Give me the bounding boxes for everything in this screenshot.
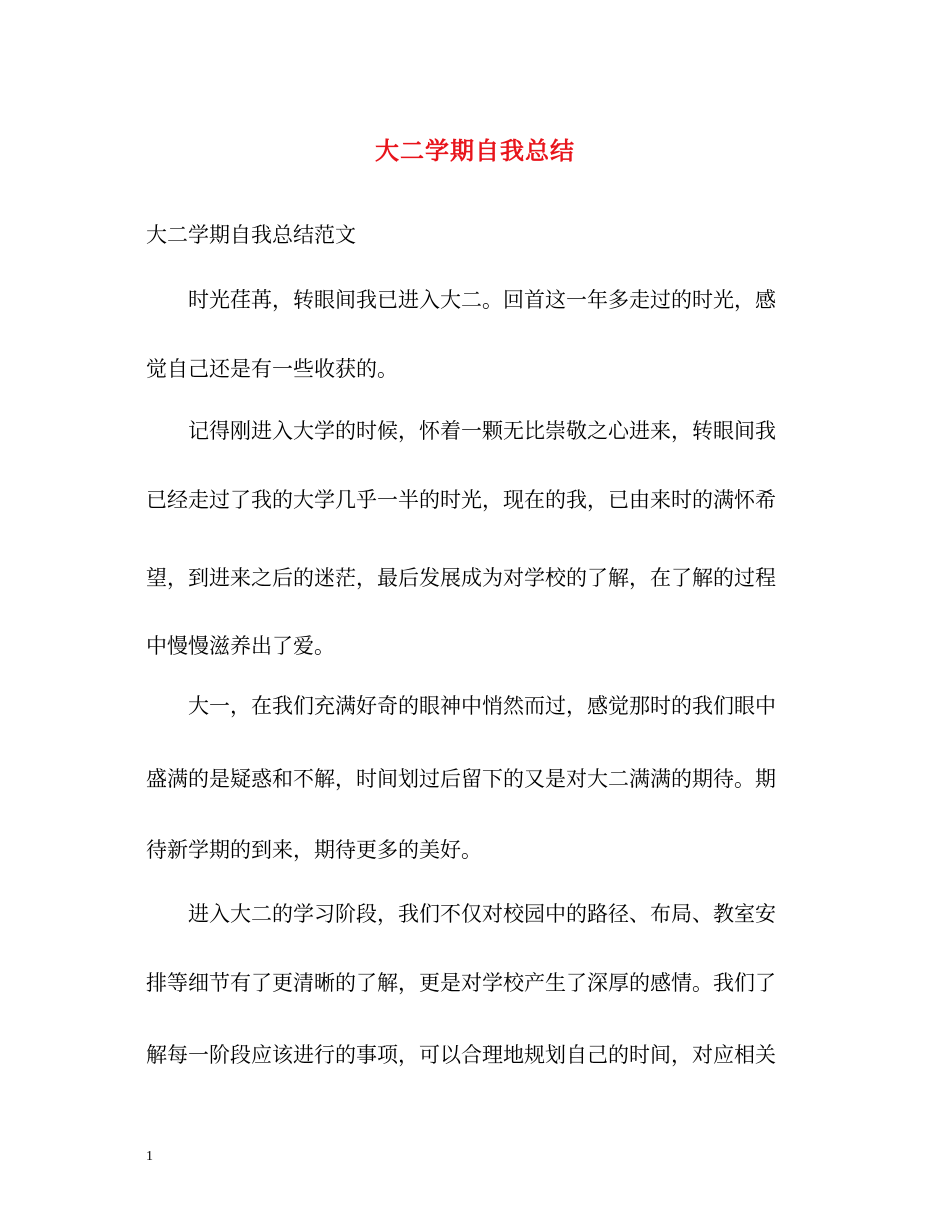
paragraph-line: 待新学期的到来，期待更多的美好。: [146, 838, 482, 862]
paragraph-line: 记得刚进入大学的时候，怀着一颗无比崇敬之心进来，转眼间我: [188, 419, 776, 443]
paragraph-line: 已经走过了我的大学几乎一半的时光，现在的我，已由来时的满怀希: [146, 488, 776, 512]
page-number: 1: [146, 1149, 153, 1164]
paragraph-line: 排等细节有了更清晰的了解，更是对学校产生了深厚的感情。我们了: [146, 971, 776, 995]
paragraph-line: 时光荏苒，转眼间我已进入大二。回首这一年多走过的时光，感: [188, 288, 776, 312]
paragraph-line: 进入大二的学习阶段，我们不仅对校园中的路径、布局、教室安: [188, 902, 776, 926]
paragraph-line: 中慢慢滋养出了爱。: [146, 634, 335, 658]
document-subtitle: 大二学期自我总结范文: [146, 223, 356, 247]
paragraph-line: 盛满的是疑惑和不解，时间划过后留下的又是对大二满满的期待。期: [146, 767, 776, 791]
paragraph-line: 望，到进来之后的迷茫，最后发展成为对学校的了解，在了解的过程: [146, 566, 776, 590]
paragraph-line: 大一，在我们充满好奇的眼神中悄然而过，感觉那时的我们眼中: [188, 694, 776, 718]
paragraph-line: 解每一阶段应该进行的事项，可以合理地规划自己的时间，对应相关: [146, 1043, 776, 1067]
document-title: 大二学期自我总结: [375, 136, 575, 165]
paragraph-line: 觉自己还是有一些收获的。: [146, 357, 398, 381]
